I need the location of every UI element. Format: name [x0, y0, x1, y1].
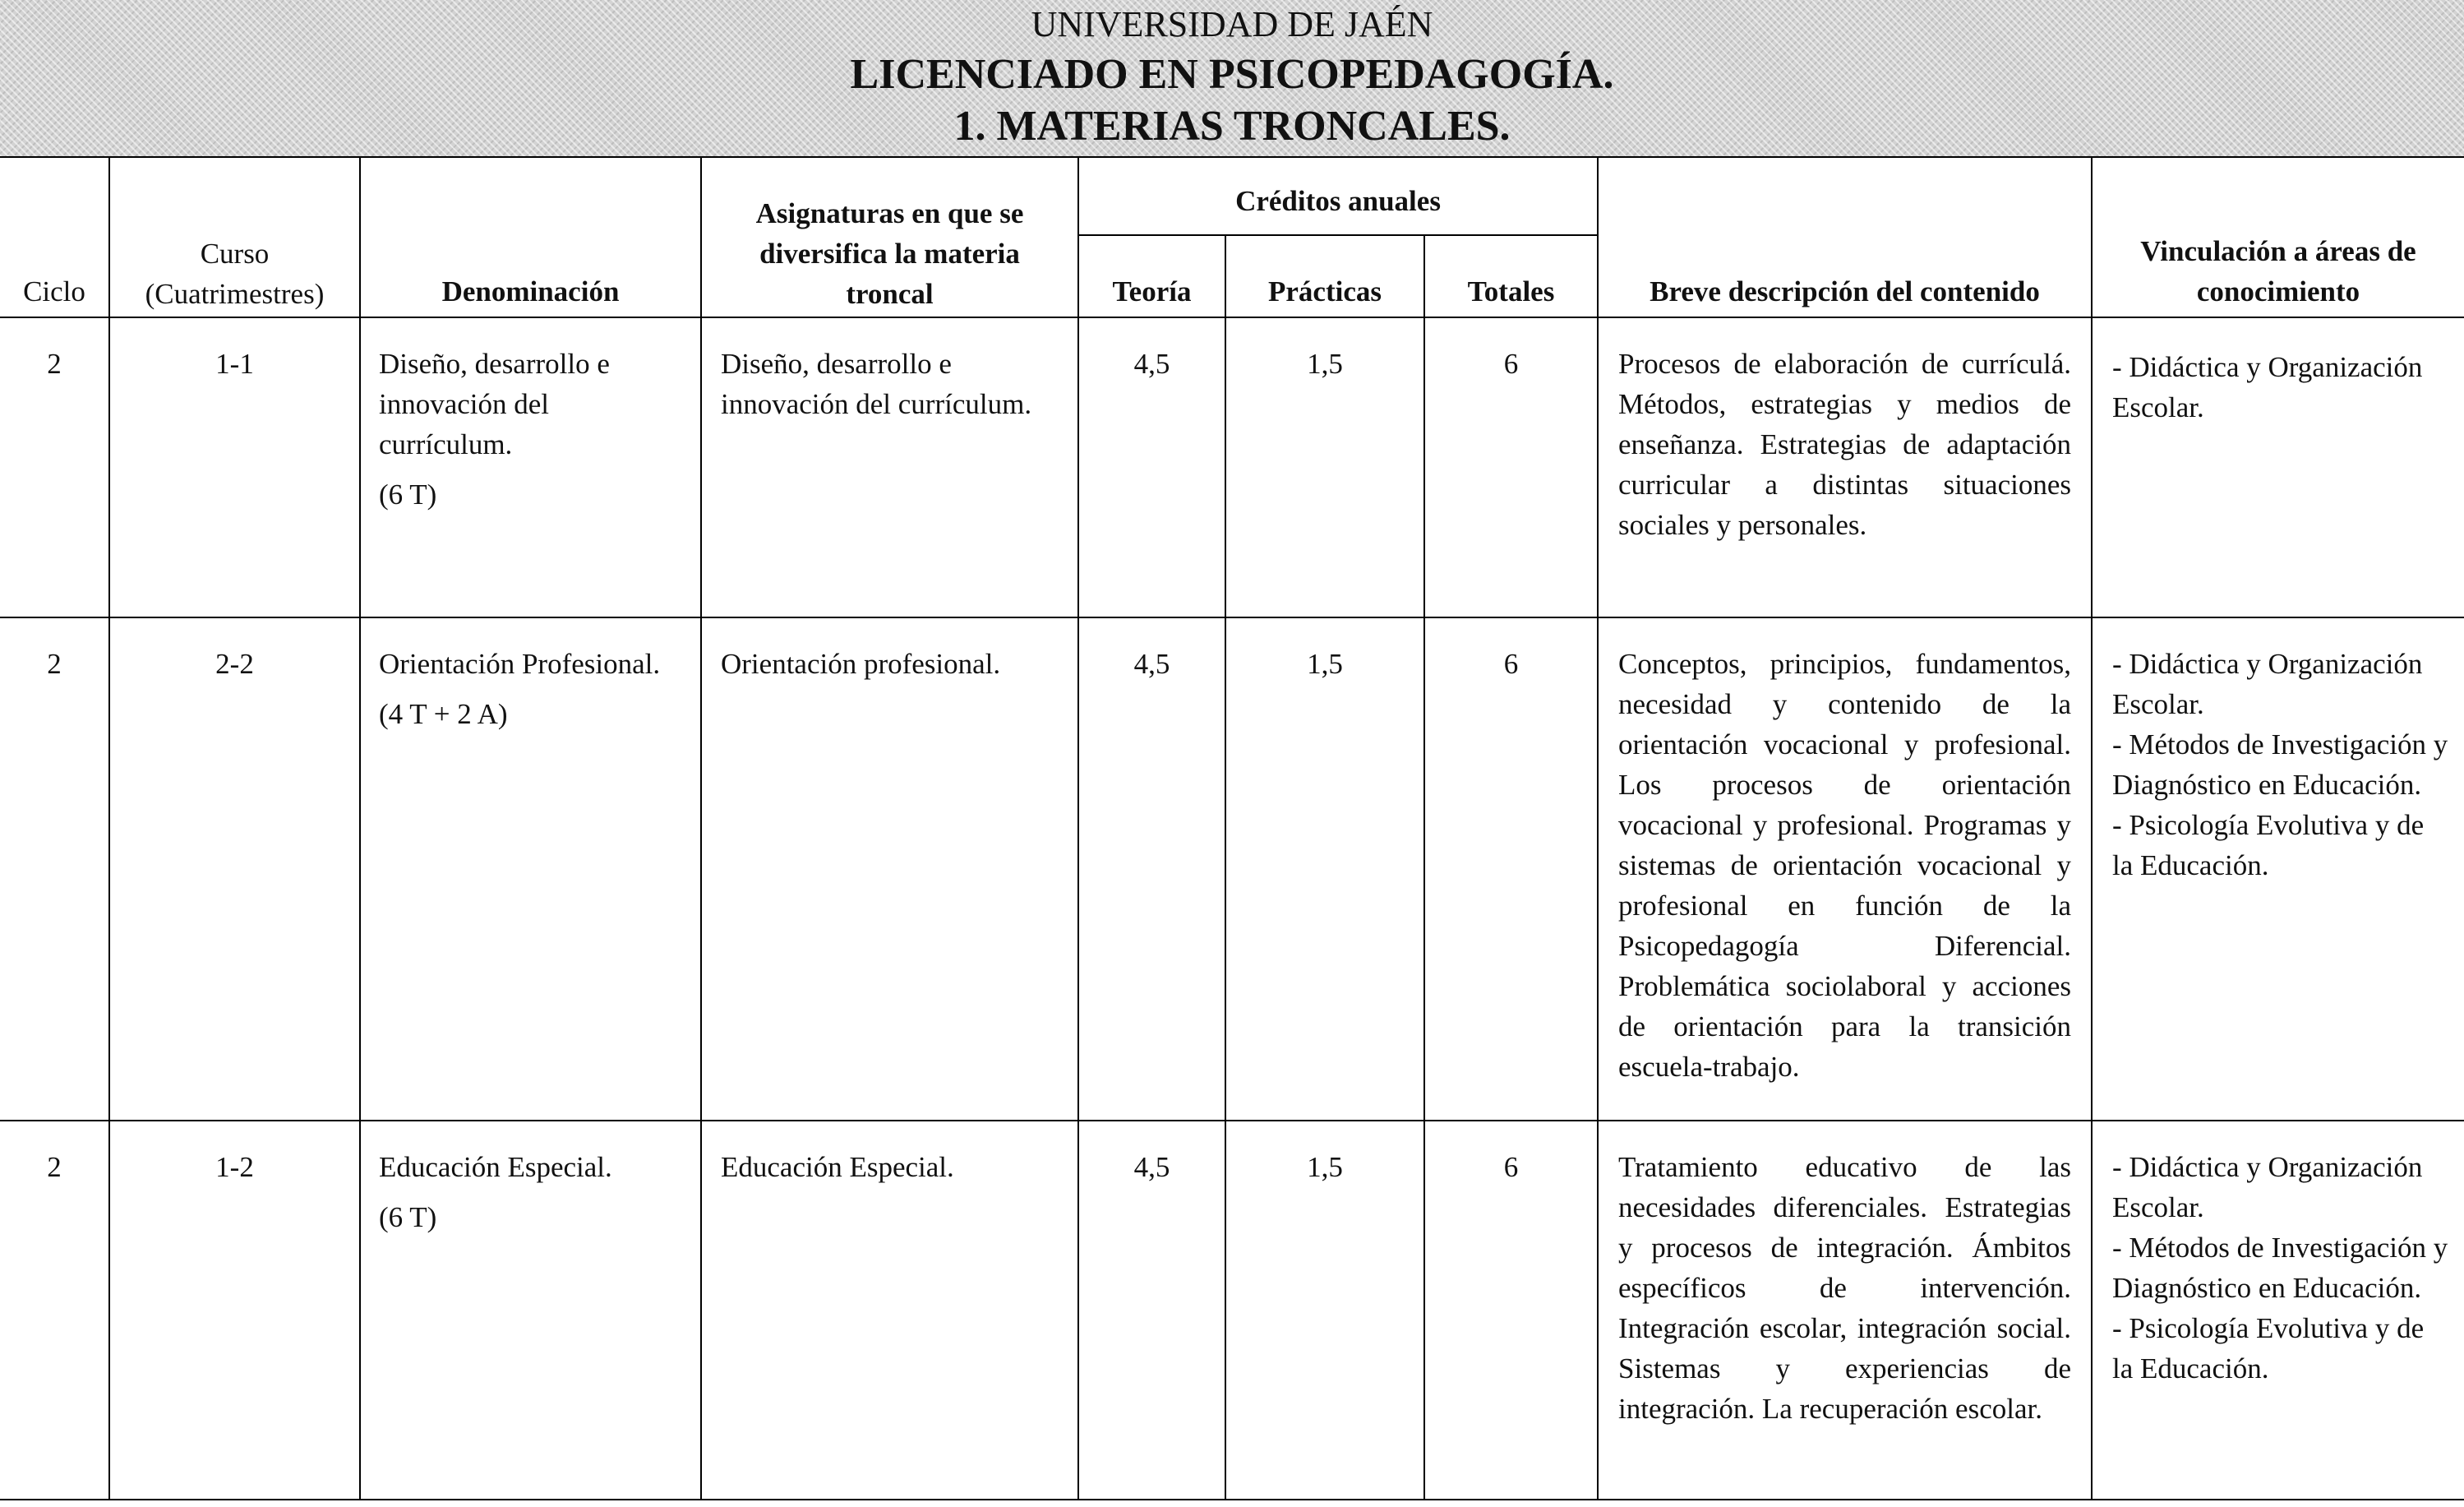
row-3-denominacion-note: (6 T) — [379, 1201, 437, 1233]
row-2-curso: 2-2 — [215, 648, 254, 680]
row-1-descripcion: Procesos de elaboración de currículá. Métodos, estrategias y medios de enseñanza. Estrategias de adaptación curricular a distintas situaciones sociales y personales. — [1618, 348, 2071, 541]
header-curso-line1: Curso — [200, 238, 270, 270]
header-ciclo: Ciclo — [23, 275, 85, 307]
col-divider-5 — [1225, 234, 1226, 1500]
table-top-border — [0, 156, 2464, 158]
col-divider-6 — [1423, 234, 1425, 1500]
col-divider-8 — [2091, 156, 2093, 1500]
row-1-vinculacion — [2112, 347, 2449, 428]
row-3-ciclo: 2 — [47, 1151, 62, 1183]
table-bottom-border — [0, 1499, 2464, 1500]
header-denominacion: Denominación — [441, 275, 620, 307]
row-3-asignatura: Educación Especial. — [721, 1151, 954, 1183]
section-title: 1. MATERIAS TRONCALES. — [953, 103, 1511, 150]
degree-title: LICENCIADO EN PSICOPEDAGOGÍA. — [850, 51, 1614, 98]
subjects-table — [0, 156, 2464, 1507]
header-curso-line2: (Cuatrimestres) — [145, 278, 325, 310]
row-3-totales: 6 — [1503, 1151, 1519, 1183]
row-3-teoria: 4,5 — [1133, 1151, 1170, 1183]
header-descripcion: Breve descripción del contenido — [1650, 275, 2040, 307]
creditos-sub-divider — [1077, 234, 1597, 236]
row-3-curso: 1-2 — [215, 1151, 254, 1183]
header-bottom-border — [0, 317, 2464, 318]
row-2-practicas: 1,5 — [1307, 648, 1343, 680]
header-creditos-anuales: Créditos anuales — [1235, 185, 1441, 217]
row-3-vinculacion-item: - Didáctica y Organización Escolar. — [2112, 1151, 2423, 1223]
header-asignaturas-line1: Asignaturas en que se — [755, 197, 1024, 229]
row-1-teoria: 4,5 — [1133, 348, 1170, 380]
row-2-vinculacion-item: - Psicología Evolutiva y de la Educación. — [2112, 809, 2425, 881]
row-2-asignatura: Orientación profesional. — [721, 648, 1001, 680]
col-divider-2 — [359, 156, 361, 1500]
row-1-curso: 1-1 — [215, 348, 254, 380]
col-divider-7 — [1597, 156, 1599, 1500]
row-1-bottom-border — [0, 617, 2464, 618]
row-3-descripcion: Tratamiento educativo de las necesidades diferenciales. Estrategias y procesos de integración. Ámbitos específicos de intervención. Integración escolar, integración social. Sistemas y experiencias de integración. La recuperación escolar. — [1618, 1151, 2071, 1425]
university-name: UNIVERSIDAD DE JAÉN — [1031, 4, 1433, 44]
row-2-descripcion: Conceptos, principios, fundamentos, necesidad y contenido de la orientación vocacional y profesional. Los procesos de orientación vocacional y profesional. Programas y sistemas de orientación vocacional y profesional en función de la Psicopedagogía Diferencial. Problemática sociolaboral y acciones de orientación para la transición escuela-trabajo. — [1618, 648, 2071, 1083]
row-2-denominacion — [379, 644, 691, 734]
row-1-vinculacion-item: - Didáctica y Organización Escolar. — [2112, 351, 2423, 423]
row-2-denominacion-note: (4 T + 2 A) — [379, 698, 508, 730]
row-2-denominacion-text: Orientación Profesional. — [379, 648, 661, 680]
row-2-vinculacion — [2112, 644, 2449, 885]
row-2-totales: 6 — [1503, 648, 1519, 680]
row-1-asignatura: Diseño, desarrollo e innovación del currículum. — [721, 348, 1032, 420]
row-1-denominacion — [379, 344, 625, 515]
row-1-denominacion-note: (6 T) — [379, 478, 437, 511]
row-3-denominacion — [379, 1147, 691, 1237]
header-vinculacion-line1: Vinculación a áreas de — [2140, 235, 2416, 267]
row-2-teoria: 4,5 — [1133, 648, 1170, 680]
row-1-totales: 6 — [1503, 348, 1519, 380]
header-teoria: Teoría — [1112, 275, 1192, 307]
header-asignaturas-line3: troncal — [846, 278, 934, 310]
row-3-vinculacion-item: - Métodos de Investigación y Diagnóstico en Educación. — [2112, 1232, 2448, 1304]
header-practicas: Prácticas — [1268, 275, 1382, 307]
row-2-bottom-border — [0, 1120, 2464, 1121]
row-2-ciclo: 2 — [47, 648, 62, 680]
row-2-vinculacion-item: - Métodos de Investigación y Diagnóstico en Educación. — [2112, 728, 2448, 801]
row-3-practicas: 1,5 — [1307, 1151, 1343, 1183]
header-asignaturas — [702, 193, 1077, 314]
header-vinculacion — [2093, 231, 2464, 312]
header-vinculacion-line2: conocimiento — [2196, 275, 2360, 307]
row-3-denominacion-text: Educación Especial. — [379, 1151, 612, 1183]
col-divider-3 — [700, 156, 702, 1500]
document-title-banner — [0, 0, 2464, 156]
row-1-denominacion-text: Diseño, desarrollo e innovación del currículum. — [379, 348, 610, 460]
header-totales: Totales — [1467, 275, 1555, 307]
row-3-vinculacion-item: - Psicología Evolutiva y de la Educación. — [2112, 1312, 2425, 1384]
header-asignaturas-line2: diversifica la materia — [759, 238, 1020, 270]
row-1-ciclo: 2 — [47, 348, 62, 380]
header-curso — [110, 233, 359, 314]
row-1-practicas: 1,5 — [1307, 348, 1343, 380]
row-2-vinculacion-item: - Didáctica y Organización Escolar. — [2112, 648, 2423, 720]
row-3-vinculacion — [2112, 1147, 2449, 1389]
